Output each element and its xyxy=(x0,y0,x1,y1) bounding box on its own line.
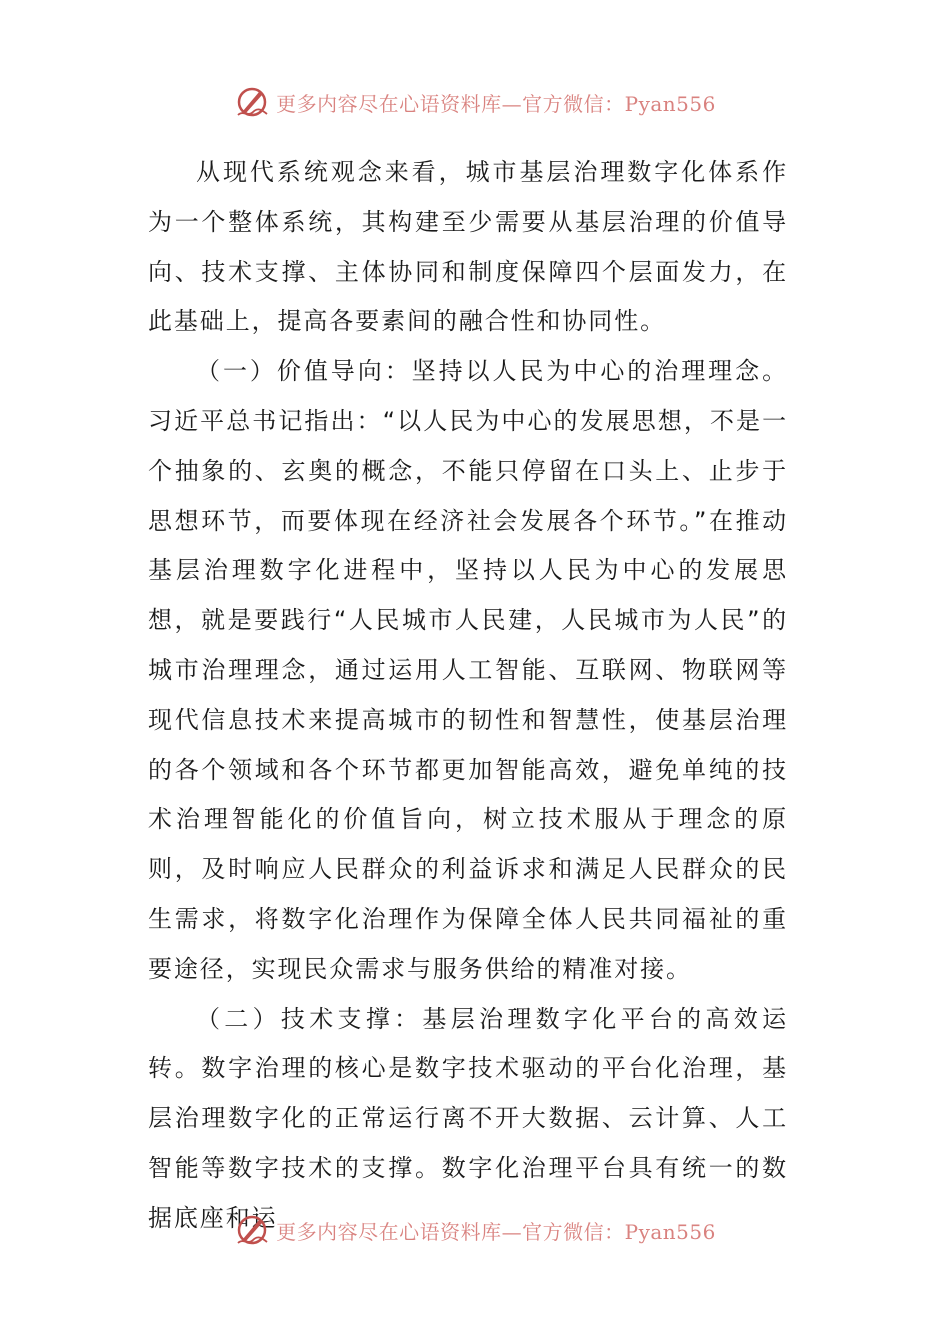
banner-text: 更多内容尽在心语资料库—官方微信：Pyan556 xyxy=(276,91,716,116)
pen-signature-logo-icon xyxy=(234,84,270,120)
section-paragraph-value-orientation: （一）价值导向：坚持以人民为中心的治理理念。习近平总书记指出：“以人民为中心的发展思想，不是一个抽象的、玄奥的概念，不能只停留在口头上、止步于思想环节，而要体现在经济社会发展各个环节。”在推动基层治理数字化进程中，坚持以人民为中心的发展思想，就是要践行“人民城市人民建，人民城市为人民”的城市治理理念，通过运用人工智能、互联网、物联网等现代信息技术来提高城市的韧性和智慧性，使基层治理的各个领域和各个环节都更加智能高效，避免单纯的技术治理智能化的价值旨向，树立技术服从于理念的原则，及时响应人民群众的利益诉求和满足人民群众的民生需求，将数字化治理作为保障全体人民共同福祉的重要途径，实现民众需求与服务供给的精准对接。 xyxy=(148,357,788,983)
banner-text: 更多内容尽在心语资料库—官方微信：Pyan556 xyxy=(276,1219,716,1244)
header-banner xyxy=(0,80,950,124)
pen-signature-logo-icon xyxy=(234,1212,270,1248)
section-paragraph-technical-support: （二）技术支撑：基层治理数字化平台的高效运转。数字治理的核心是数字技术驱动的平台化治理，基层治理数字化的正常运行离不开大数据、云计算、人工智能等数字技术的支撑。数字化治理平台具有统一的数据底座和运 xyxy=(148,1004,788,1232)
footer-banner xyxy=(0,1208,950,1252)
body-paragraph: 从现代系统观念来看，城市基层治理数字化体系作为一个整体系统，其构建至少需要从基层治理的价值导向、技术支撑、主体协同和制度保障四个层面发力，在此基础上，提高各要素间的融合性和协同性。 xyxy=(148,158,788,336)
document-body xyxy=(148,148,788,1244)
